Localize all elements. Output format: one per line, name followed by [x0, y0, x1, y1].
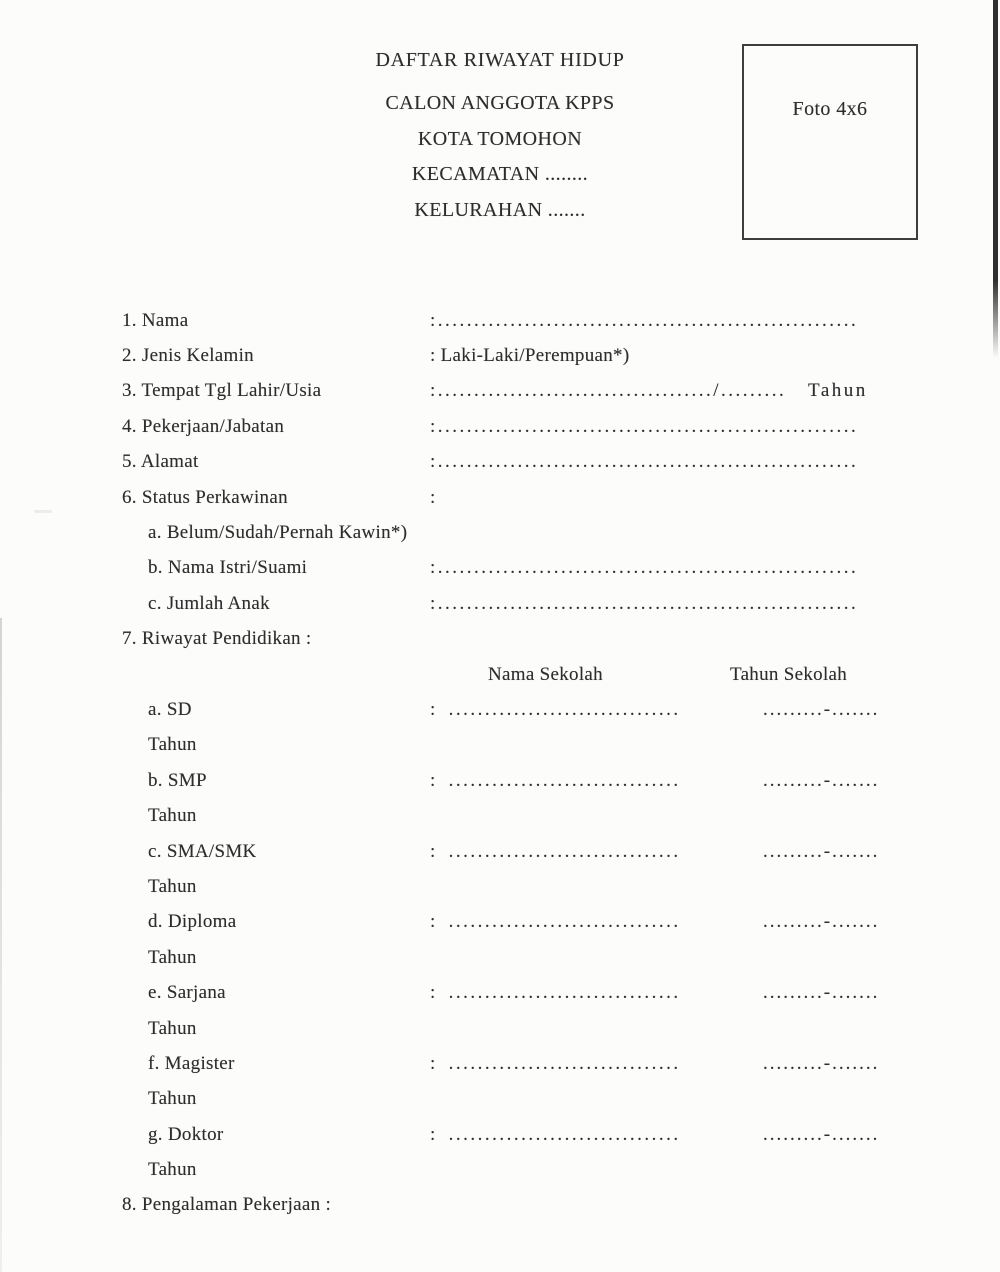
field-label: a. Belum/Sudah/Pernah Kawin*): [148, 522, 408, 544]
year-dotted-line: .........-.......: [763, 698, 880, 720]
column-header-nama-sekolah: Nama Sekolah: [488, 663, 603, 685]
tahun-label: Tahun: [148, 805, 197, 827]
education-row-doktor: [122, 1117, 878, 1152]
column-header-tahun-sekolah: Tahun Sekolah: [730, 663, 848, 685]
field-dotted-line: :..........................................................: [430, 592, 859, 614]
education-tahun-line: [122, 869, 878, 904]
education-row-magister: [122, 1046, 878, 1081]
field-row-jumlah-anak: [122, 586, 878, 621]
field-label: 4. Pekerjaan/Jabatan: [122, 415, 285, 437]
section-riwayat-pendidikan: [122, 622, 878, 657]
colon: :: [430, 1123, 436, 1145]
scan-smudge: [34, 510, 52, 513]
field-label: 3. Tempat Tgl Lahir/Usia: [122, 380, 322, 402]
education-level-label: a. SD: [148, 698, 192, 720]
tahun-label: Tahun: [148, 1017, 197, 1039]
education-tahun-line: [122, 1011, 878, 1046]
education-level-label: g. Doktor: [148, 1123, 224, 1145]
field-label: 2. Jenis Kelamin: [122, 345, 254, 367]
education-tahun-line: [122, 940, 878, 975]
colon: :: [430, 698, 436, 720]
field-label: 6. Status Perkawinan: [122, 486, 288, 508]
tahun-label: Tahun: [148, 946, 197, 968]
colon: :: [430, 840, 436, 862]
field-value: :: [430, 486, 436, 508]
field-row-kawin-option: [122, 515, 878, 550]
tahun-label: Tahun: [148, 1159, 197, 1181]
school-dotted-line: ................................: [448, 982, 681, 1004]
section-label: 8. Pengalaman Pekerjaan :: [122, 1194, 332, 1216]
education-row-sma-smk: [122, 834, 878, 869]
field-dotted-line: :..........................................................: [430, 557, 859, 579]
education-tahun-line: [122, 728, 878, 763]
year-dotted-line: .........-.......: [763, 982, 880, 1004]
field-value: : Laki-Laki/Perempuan*): [430, 345, 630, 367]
field-dotted-line: :..........................................................: [430, 309, 859, 331]
education-row-smp: [122, 763, 878, 798]
school-dotted-line: ................................: [448, 1052, 681, 1074]
field-label: 5. Alamat: [122, 451, 199, 473]
year-dotted-line: .........-.......: [763, 1123, 880, 1145]
colon: :: [430, 982, 436, 1004]
school-dotted-line: ................................: [448, 840, 681, 862]
colon: :: [430, 769, 436, 791]
school-dotted-line: ................................: [448, 911, 681, 933]
field-label: c. Jumlah Anak: [148, 592, 270, 614]
education-level-label: f. Magister: [148, 1052, 235, 1074]
field-row-nama-istri-suami: [122, 551, 878, 586]
tahun-label: Tahun: [148, 734, 197, 756]
section-label: 7. Riwayat Pendidikan :: [122, 628, 312, 650]
year-dotted-line: .........-.......: [763, 840, 880, 862]
field-label: b. Nama Istri/Suami: [148, 557, 308, 579]
school-dotted-line: ................................: [448, 1123, 681, 1145]
education-level-label: d. Diploma: [148, 911, 237, 933]
field-row-tempat-tgl-lahir: [122, 374, 878, 409]
colon: :: [430, 1052, 436, 1074]
colon: :: [430, 911, 436, 933]
education-row-diploma: [122, 905, 878, 940]
scan-edge-artifact-left: [0, 618, 2, 1272]
education-tahun-line: [122, 1082, 878, 1117]
header-line-kelurahan: KELURAHAN .......: [414, 198, 586, 221]
field-row-pekerjaan: [122, 409, 878, 444]
form-body: [122, 303, 878, 1223]
tahun-label: Tahun: [148, 875, 197, 897]
year-dotted-line: .........-.......: [763, 911, 880, 933]
school-dotted-line: ................................: [448, 698, 681, 720]
school-dotted-line: ................................: [448, 769, 681, 791]
field-row-jenis-kelamin: [122, 338, 878, 373]
header-line-kota: KOTA TOMOHON: [417, 127, 583, 150]
education-level-label: b. SMP: [148, 769, 207, 791]
education-tahun-line: [122, 1152, 878, 1187]
field-row-status-perkawinan: [122, 480, 878, 515]
field-label: 1. Nama: [122, 309, 189, 331]
header-line-kecamatan: KECAMATAN ........: [411, 163, 589, 186]
field-dotted-line: :....................................../......... Tahun: [430, 380, 868, 402]
year-dotted-line: .........-.......: [763, 1052, 880, 1074]
photo-box-label: Foto 4x6: [792, 98, 868, 120]
education-tahun-line: [122, 798, 878, 833]
document-title: DAFTAR RIWAYAT HIDUP: [375, 49, 625, 71]
education-row-sarjana: [122, 975, 878, 1010]
education-level-label: e. Sarjana: [148, 982, 226, 1004]
education-column-headers: [122, 657, 878, 692]
field-dotted-line: :..........................................................: [430, 451, 859, 473]
section-pengalaman-pekerjaan: [122, 1188, 878, 1223]
photo-box: [742, 44, 918, 240]
tahun-label: Tahun: [148, 1088, 197, 1110]
education-row-sd: [122, 692, 878, 727]
year-dotted-line: .........-.......: [763, 769, 880, 791]
field-dotted-line: :..........................................................: [430, 415, 859, 437]
header-line-calon-anggota: CALON ANGGOTA KPPS: [385, 92, 615, 114]
field-row-nama: [122, 303, 878, 338]
education-level-label: c. SMA/SMK: [148, 840, 257, 862]
field-row-alamat: [122, 445, 878, 480]
